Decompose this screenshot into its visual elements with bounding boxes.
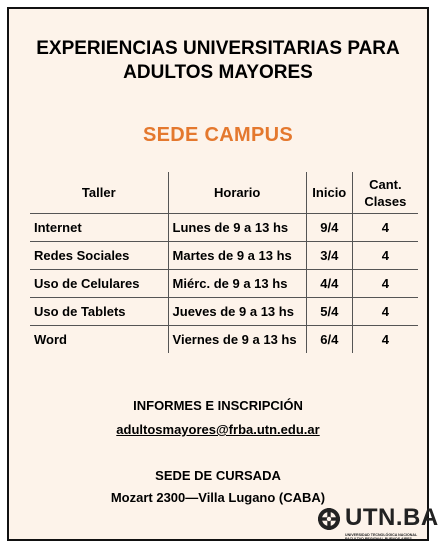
schedule-table bbox=[30, 172, 418, 353]
table-header-row bbox=[30, 172, 418, 214]
email-link[interactable]: adultosmayores@frba.utn.edu.ar bbox=[116, 422, 320, 437]
utn-emblem-icon bbox=[317, 507, 341, 531]
address: Mozart 2300—Villa Lugano (CABA) bbox=[110, 490, 326, 505]
cell-taller: Internet bbox=[30, 214, 168, 242]
cell-cant: 4 bbox=[352, 214, 418, 242]
header-cant-line-2: Clases bbox=[364, 193, 407, 209]
cell-horario: Martes de 9 a 13 hs bbox=[168, 242, 306, 270]
cell-horario: Miérc. de 9 a 13 hs bbox=[168, 270, 306, 298]
header-cant-clases bbox=[352, 172, 418, 214]
table-row bbox=[30, 214, 418, 242]
cell-taller: Redes Sociales bbox=[30, 242, 168, 270]
logo-text: UTN.BA bbox=[345, 504, 439, 531]
table-row bbox=[30, 298, 418, 326]
utn-logo bbox=[317, 504, 439, 546]
cell-cant: 4 bbox=[352, 298, 418, 326]
header-horario: Horario bbox=[168, 172, 306, 214]
table-row bbox=[30, 326, 418, 354]
cell-inicio: 9/4 bbox=[306, 214, 352, 242]
cell-inicio: 6/4 bbox=[306, 326, 352, 354]
informes-heading: INFORMES E INSCRIPCIÓN bbox=[133, 398, 303, 413]
cell-cant: 4 bbox=[352, 326, 418, 354]
header-taller: Taller bbox=[30, 172, 168, 214]
cell-cant: 4 bbox=[352, 270, 418, 298]
cell-horario: Viernes de 9 a 13 hs bbox=[168, 326, 306, 354]
cell-taller: Uso de Tablets bbox=[30, 298, 168, 326]
page-title bbox=[9, 37, 427, 85]
cell-cant: 4 bbox=[352, 242, 418, 270]
cell-inicio: 5/4 bbox=[306, 298, 352, 326]
logo-subtitle-2: FACULTAD REGIONAL BUENOS AIRES bbox=[345, 537, 412, 541]
logo-subtitle-1: UNIVERSIDAD TECNOLÓGICA NACIONAL bbox=[345, 533, 418, 537]
cell-taller: Word bbox=[30, 326, 168, 354]
header-cant-line-1: Cant. bbox=[369, 176, 402, 192]
sede-cursada-heading: SEDE DE CURSADA bbox=[155, 468, 281, 483]
cell-inicio: 4/4 bbox=[306, 270, 352, 298]
title-line-2: ADULTOS MAYORES bbox=[123, 62, 313, 83]
table-row bbox=[30, 270, 418, 298]
cell-taller: Uso de Celulares bbox=[30, 270, 168, 298]
header-inicio: Inicio bbox=[306, 172, 352, 214]
cell-inicio: 3/4 bbox=[306, 242, 352, 270]
table-row bbox=[30, 242, 418, 270]
cell-horario: Lunes de 9 a 13 hs bbox=[168, 214, 306, 242]
cell-horario: Jueves de 9 a 13 hs bbox=[168, 298, 306, 326]
flyer bbox=[7, 7, 439, 541]
sede-heading: SEDE CAMPUS bbox=[143, 124, 293, 146]
title-line-1: EXPERIENCIAS UNIVERSITARIAS PARA bbox=[36, 38, 400, 59]
